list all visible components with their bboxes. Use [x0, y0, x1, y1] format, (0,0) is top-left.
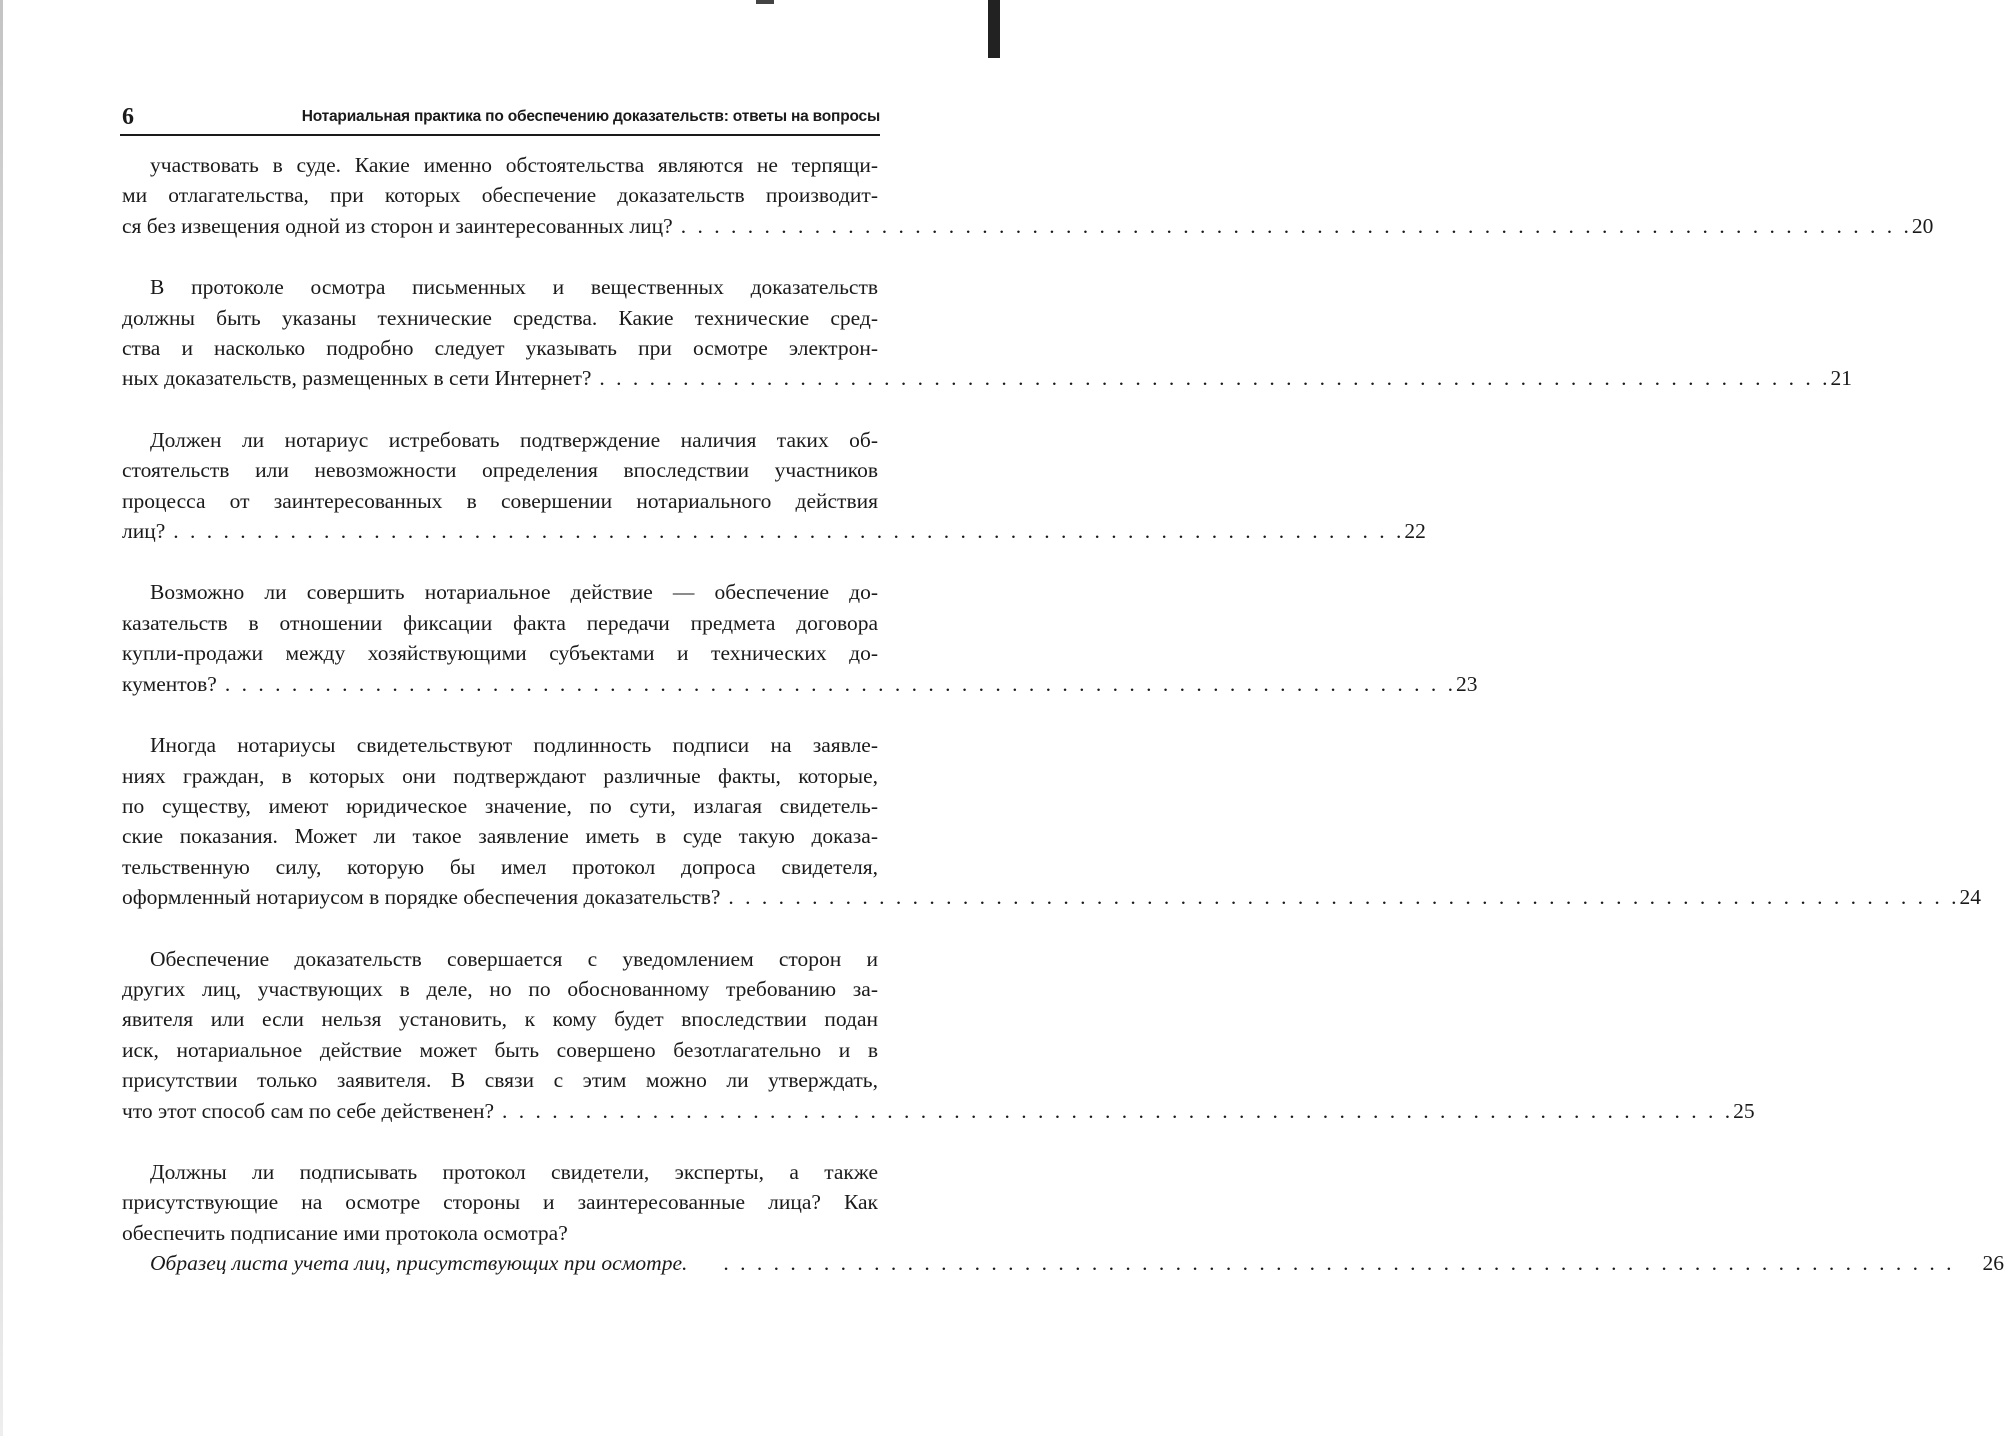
toc-entry-line: обеспечить подписание ими протокола осмотра?	[122, 1220, 568, 1245]
toc-entry	[122, 150, 1934, 241]
toc-entry-line: В протоколе осмотра письменных и вещественных доказательств	[150, 275, 878, 300]
toc-page-number: 22	[1404, 519, 1426, 544]
toc-entry	[122, 1157, 2004, 1279]
toc-page-number: 20	[1911, 213, 1934, 238]
toc-entry-last-line	[122, 211, 1934, 241]
toc-entry-text: что этот способ сам по себе действенен?	[122, 1098, 495, 1123]
toc-entry-line: ства и насколько подробно следует указывать при осмотре электрон-	[122, 336, 878, 361]
table-of-contents	[122, 150, 2004, 1279]
toc-entry-last-line	[122, 363, 1853, 393]
dot-leader: . . . . . . . . . . . . . . . . . . . . . . . . . . . . . . . . . . . . . . . . . . . . . . . . . . . . . . . . . . . . . . . . . . . . . . . . . .	[599, 366, 1831, 391]
toc-entry-line: ские показания. Может ли такое заявление иметь в суде такую доказа-	[122, 824, 878, 849]
dot-leader: . . . . . . . . . . . . . . . . . . . . . . . . . . . . . . . . . . . . . . . . . . . . . . . . . . . . . . . . . . . . . . . . . . . . . . . . . .	[502, 1098, 1734, 1123]
toc-entry-line: Должен ли нотариус истребовать подтверждение наличия таких об-	[150, 427, 878, 452]
dot-leader: . . . . . . . . . . . . . . . . . . . . . . . . . . . . . . . . . . . . . . . . . . . . . . . . . . . . . . . . . . . . . . . . . . . . . . . . . .	[173, 519, 1405, 544]
toc-entry-line: явителя или если нельзя установить, к кому будет впоследствии подан	[122, 1007, 878, 1032]
toc-entry-line: по существу, имеют юридическое значение, по сути, излагая свидетель-	[122, 793, 878, 818]
scan-edge	[0, 0, 3, 1436]
toc-entry-line: казательств в отношении фиксации факта передачи предмета договора	[122, 610, 878, 635]
toc-entry-text: кументов?	[122, 671, 217, 696]
toc-entry-last-line	[122, 882, 1982, 912]
toc-entry-line: Обеспечение доказательств совершается с уведомлением сторон и	[150, 946, 878, 971]
toc-entry-text: ных доказательств, размещенных в сети Интернет?	[122, 366, 592, 391]
toc-page-number: 21	[1830, 366, 1853, 391]
scan-artifact	[756, 0, 774, 4]
toc-page-number: 23	[1455, 671, 1478, 696]
dot-leader: . . . . . . . . . . . . . . . . . . . . . . . . . . . . . . . . . . . . . . . . . . . . . . . . . . . . . . . . . . . . . . . . . . . . . . . . . .	[723, 1251, 1955, 1276]
toc-entry-line: Возможно ли совершить нотариальное действие — обеспечение до-	[150, 580, 878, 605]
toc-sub-item-text: Образец листа учета лиц, присутствующих при осмотре.	[150, 1251, 688, 1276]
toc-entry-line: присутствии только заявителя. В связи с этим можно ли утверждать,	[122, 1068, 878, 1093]
toc-entry	[122, 425, 1426, 547]
page-number: 6	[122, 104, 134, 130]
toc-page-number: 24	[1959, 885, 1982, 910]
toc-entry-line: ниях граждан, в которых они подтверждают различные факты, которые,	[122, 763, 878, 788]
toc-entry	[122, 730, 1982, 912]
dot-leader: . . . . . . . . . . . . . . . . . . . . . . . . . . . . . . . . . . . . . . . . . . . . . . . . . . . . . . . . . . . . . . . . . . . . . . . . . .	[728, 885, 1960, 910]
toc-entry-last-line	[122, 1096, 1755, 1126]
toc-entry	[122, 272, 1853, 394]
toc-entry-line: Должны ли подписывать протокол свидетели, эксперты, а также	[150, 1159, 878, 1184]
toc-entry-last-line	[122, 669, 1478, 699]
running-head	[120, 100, 880, 136]
toc-sub-item	[122, 1248, 2004, 1278]
toc-entry-line: тельственную силу, которую бы имел протокол допроса свидетеля,	[122, 854, 878, 879]
toc-entry-line: иск, нотариальное действие может быть совершено безотлагательно и в	[122, 1037, 878, 1062]
toc-entry-line: участвовать в суде. Какие именно обстоятельства являются не терпящи-	[150, 153, 878, 177]
toc-entry-line: присутствующие на осмотре стороны и заинтересованные лица? Как	[122, 1190, 878, 1215]
toc-entry-line: других лиц, участвующих в деле, но по обоснованному требованию за-	[122, 976, 878, 1001]
toc-entry-line: купли-продажи между хозяйствующими субъектами и технических до-	[122, 641, 878, 666]
toc-page-number: 26	[1982, 1251, 2004, 1276]
toc-entry-line: стоятельств или невозможности определения впоследствии участников	[122, 458, 878, 483]
toc-entry-line: Иногда нотариусы свидетельствуют подлинность подписи на заявле-	[150, 733, 878, 758]
toc-entry-last-line	[122, 516, 1426, 546]
toc-entry	[122, 944, 1755, 1126]
dot-leader: . . . . . . . . . . . . . . . . . . . . . . . . . . . . . . . . . . . . . . . . . . . . . . . . . . . . . . . . . . . . . . . . . . . . . . . . . .	[680, 213, 1912, 238]
toc-entry-line: процесса от заинтересованных в совершении нотариального действия	[122, 488, 878, 513]
toc-entry-line: должны быть указаны технические средства. Какие технические сред-	[122, 305, 878, 330]
toc-entry-text: ся без извещения одной из сторон и заинтересованных лиц?	[122, 213, 673, 238]
scan-artifact	[988, 0, 1000, 58]
running-title: Нотариальная практика по обеспечению доказательств: ответы на вопросы	[301, 108, 880, 125]
toc-entry	[122, 577, 1478, 699]
toc-entry-text: оформленный нотариусом в порядке обеспечения доказательств?	[122, 885, 721, 910]
dot-leader: . . . . . . . . . . . . . . . . . . . . . . . . . . . . . . . . . . . . . . . . . . . . . . . . . . . . . . . . . . . . . . . . . . . . . . . . . .	[224, 671, 1456, 696]
toc-entry-line: ми отлагательства, при которых обеспечение доказательств производит-	[122, 183, 878, 208]
toc-entry-text: лиц?	[122, 519, 166, 544]
toc-page-number: 25	[1733, 1098, 1755, 1123]
